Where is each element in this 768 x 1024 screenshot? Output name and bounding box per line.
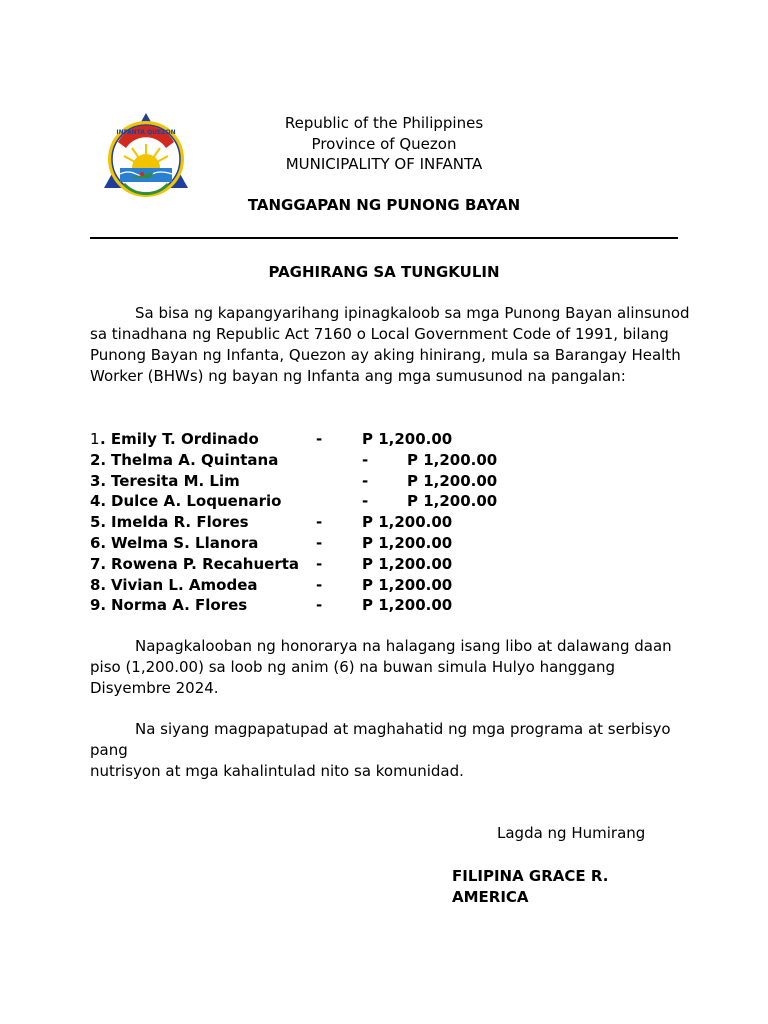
signature-label: Lagda ng Humirang — [497, 824, 646, 842]
appointee-dash: - — [362, 492, 369, 511]
appointee-row — [90, 471, 690, 492]
appointee-number: 1 — [90, 430, 100, 448]
appointee-row — [90, 595, 690, 616]
appointee-name: Vivian L. Amodea — [111, 575, 258, 594]
duty-text-line2: pang — [90, 741, 128, 759]
appointee-amount: P 1,200.00 — [362, 575, 453, 594]
appointee-dash: - — [316, 430, 323, 448]
appointee-number: 8. — [90, 575, 107, 594]
appointee-number: 5. — [90, 513, 107, 532]
appointee-row — [90, 450, 690, 471]
appointee-name: Welma S. Llanora — [111, 534, 259, 552]
appointee-amount: P 1,200.00 — [407, 492, 498, 511]
appointee-dash: - — [316, 554, 323, 573]
province-line: Province of Quezon — [311, 135, 457, 153]
appointee-amount: P 1,200.00 — [407, 450, 498, 469]
appointee-number: 2. — [90, 450, 107, 469]
appointee-row — [90, 575, 690, 596]
appointee-dash: - — [316, 513, 323, 532]
appointee-amount: P 1,200.00 — [407, 471, 498, 490]
appointee-row — [90, 533, 690, 554]
appointee-dash: - — [362, 450, 369, 469]
appointee-number: 9. — [90, 596, 107, 615]
appointee-dash: - — [316, 534, 323, 552]
intro-paragraph — [90, 303, 690, 387]
appointee-dash: - — [362, 471, 369, 490]
appointee-row — [90, 554, 690, 575]
republic-line: Republic of the Philippines — [284, 114, 484, 132]
appointee-number: 4. — [90, 492, 107, 511]
appointee-name: Norma A. Flores — [111, 596, 248, 615]
appointee-name: . Emily T. Ordinado — [100, 430, 259, 448]
appointee-name: Teresita M. Lim — [111, 471, 240, 490]
appointee-name: Thelma A. Quintana — [111, 450, 279, 469]
appointee-amount: P 1,200.00 — [362, 554, 453, 573]
appointee-dash: - — [316, 596, 323, 615]
appointee-name: Rowena P. Recahuerta — [111, 554, 300, 573]
appointee-amount: P 1,200.00 — [362, 596, 453, 615]
seal-text: INFANTA QUEZON — [116, 129, 176, 136]
honorarium-paragraph — [90, 636, 690, 699]
appointee-number: 7. — [90, 554, 107, 573]
appointee-name: Imelda R. Flores — [111, 513, 249, 532]
appointee-amount: P 1,200.00 — [362, 534, 453, 552]
municipality-line: MUNICIPALITY OF INFANTA — [285, 155, 483, 173]
duty-text-line1: Na siyang magpapatupad at maghahatid ng mga programa at serbisyo — [135, 720, 671, 738]
header-divider — [90, 237, 678, 239]
appointee-dash: - — [316, 575, 323, 594]
signatory-name — [452, 866, 652, 908]
appointee-amount: P 1,200.00 — [362, 513, 453, 532]
appointee-number: 6. — [90, 534, 107, 552]
appointee-number: 3. — [90, 471, 107, 490]
appointee-amount: P 1,200.00 — [362, 430, 453, 448]
office-name: TANGGAPAN NG PUNONG BAYAN — [247, 196, 521, 214]
appointee-row — [90, 429, 690, 450]
honorarium-text: Napagkalooban ng honorarya na halagang isang libo at dalawang daan piso (1,200.00) sa loob ng anim (6) na buwan simula Hulyo hanggang Disyembre 2024. — [90, 637, 672, 697]
signatory-name-line1: FILIPINA GRACE R. — [452, 867, 609, 885]
intro-text: Sa bisa ng kapangyarihang ipinagkaloob sa mga Punong Bayan alinsunod sa tinadhana ng Republic Act 7160 o Local Government Code of 1991, bilang Punong Bayan ng Infanta, Quezon ay aking hinirang, mula sa Barangay Health Worker (BHWs) ng bayan ng Infanta ang mga sumusunod na pangalan: — [90, 304, 690, 385]
appointee-row — [90, 491, 690, 512]
appointee-name: Dulce A. Loquenario — [111, 492, 282, 511]
appointee-row — [90, 512, 690, 533]
signatory-name-line2: AMERICA — [452, 888, 529, 906]
duty-paragraph — [90, 719, 690, 782]
document-title: PAGHIRANG SA TUNGKULIN — [268, 263, 500, 281]
duty-text-line3: nutrisyon at mga kahalintulad nito sa komunidad. — [90, 762, 464, 780]
